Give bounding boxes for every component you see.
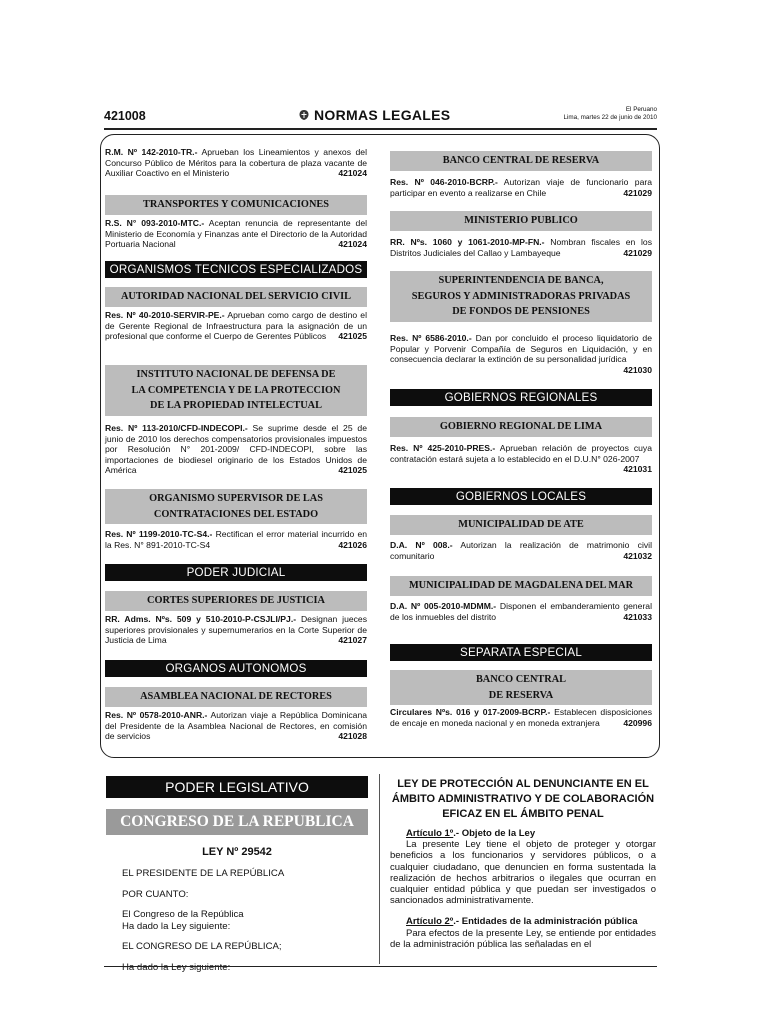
summary-entry: Res. Nº 40-2010-SERVIR-PE.- Aprueban como cargo de destino el de Gerente Regional de Infraestructura para la asignación de un profesional que conforme el Cuerpo de Gerentes Públicos 421025 [105,310,367,342]
section-header: BANCO CENTRAL DE RESERVA [390,151,652,171]
summary-entry: Res. Nº 1199-2010-TC-S4.- Rectifican el error material incurrido en la Res. N° 891-2010-TC-S4 421026 [105,529,368,550]
article-2-heading: Artículo 2º.- Entidades de la administración pública [406,916,638,928]
coat-of-arms-icon [298,109,310,121]
page-ref: 421025 [338,331,367,342]
preamble-line: Ha dado la Ley siguiente: [122,920,231,932]
law-number-text: LEY Nº 29542 [202,846,272,858]
publication-date: Lima, martes 22 de junio de 2010 [563,114,657,121]
column-divider [379,774,380,964]
page-ref: 421027 [338,635,367,646]
category-banner: ORGANISMOS TECNICOS ESPECIALIZADOS [105,261,367,278]
law-number [106,846,368,858]
section-header: AUTORIDAD NACIONAL DEL SERVICIO CIVIL [105,287,367,307]
section-header: MINISTERIO PUBLICO [390,211,652,231]
summary-entry: Res. Nº 6586-2010.- Dan por concluido el proceso liquidatorio de Popular y Porvenir Compañía de Seguros en Liquidación, y en consecuencia declarar la extinción de su personalidad jurídica 421030 [390,333,652,375]
summary-entry: RR. Nºs. 1060 y 1061-2010-MP-FN.- Nombran fiscales en los Distritos Judiciales del Callao y Lambayeque 421029 [390,237,652,258]
section-header: MUNICIPALIDAD DE MAGDALENA DEL MAR [390,576,652,596]
summary-entry: Res. Nº 0578-2010-ANR.- Autorizan viaje a República Dominicana del Presidente de la Asamblea Nacional de Rectores, en comisión de servicios 421028 [105,710,367,742]
page-ref: 421024 [338,168,367,179]
summary-entry: RR. Adms. Nºs. 509 y 510-2010-P-CSJLI/PJ.- Designan jueces superiores provisionales y supernumerarios en la Corte Superior de Justicia de Lima 421027 [105,614,368,646]
section-header: BANCO CENTRAL DE RESERVA [390,670,652,705]
article-1-text: La presente Ley tiene el objeto de proteger y otorgar beneficios a los funcionarios y servidores públicos, o a cualquier ciudadano, que denuncien en forma sustentada la realización de hechos arbitrarios o ilegales que ocurran en cualquier entidad pública y que puedan ser investigados o sancionados administrativamente. [390,839,656,907]
summary-entry: Res. Nº 425-2010-PRES.- Aprueban relación de proyectos cuya contratación estará sujeta a lo establecido en el D.U.N° 026-2007 421031 [390,443,652,475]
category-banner: ORGANOS AUTONOMOS [105,660,367,677]
page-header [104,106,657,130]
preamble-line: EL CONGRESO DE LA REPÚBLICA; [122,941,282,952]
header-meta [564,106,657,122]
page-ref: 421028 [338,731,367,742]
summary-entry: D.A. Nº 005-2010-MDMM.- Disponen el embanderamiento general de los inmuebles del distrito 421033 [390,601,652,622]
section-header: MUNICIPALIDAD DE ATE [390,515,652,535]
section-header: CORTES SUPERIORES DE JUSTICIA [105,591,367,611]
article-1-heading: Artículo 1º.- Objeto de la Ley [406,828,536,839]
page-number: 421008 [104,109,146,123]
section-header: ORGANISMO SUPERVISOR DE LAS CONTRATACIONES DEL ESTADO [105,489,367,524]
legislative-banner [106,776,368,798]
law-body [390,777,656,950]
summary-box [100,134,660,758]
page-ref: 421032 [623,550,652,561]
page-ref: 421025 [338,465,367,476]
page-ref: 421024 [338,239,367,250]
category-banner: GOBIERNOS LOCALES [390,488,652,505]
page-ref: 421030 [623,364,652,375]
header-title-text: NORMAS LEGALES [314,107,451,123]
footer-rule [104,966,657,967]
page-ref: 421029 [623,247,652,258]
category-banner: GOBIERNOS REGIONALES [390,389,652,406]
summary-entry: D.A. Nº 008.- Autorizan la realización de matrimonio civil comunitario 421032 [390,540,652,561]
page-ref: 421031 [623,464,652,475]
preamble-line: EL PRESIDENTE DE LA REPÚBLICA [122,868,285,879]
summary-entry: Circulares Nºs. 016 y 017-2009-BCRP.- Establecen disposiciones de encaje en moneda nacional y en moneda extranjera 420996 [390,707,653,728]
summary-entry: R.M. Nº 142-2010-TR.- Aprueban los Lineamientos y anexos del Concurso Público de Méritos para la cobertura de plaza vacante de Auxiliar Coactivo en el Ministerio 421024 [105,147,367,179]
congreso-banner: CONGRESO DE LA REPUBLICA [106,809,368,835]
page-ref: 421026 [338,539,367,550]
publisher-name: El Peruano [625,106,657,113]
section-header: TRANSPORTES Y COMUNICACIONES [105,195,367,215]
summary-entry: Res. Nº 046-2010-BCRP.- Autorizan viaje de funcionario para participar en evento a realizarse en Chile 421029 [390,177,652,198]
section-header: INSTITUTO NACIONAL DE DEFENSA DE LA COMPETENCIA Y DE LA PROTECCION DE LA PROPIEDAD INTELECTUAL [105,365,367,416]
poder-legislativo-banner: PODER LEGISLATIVO [106,776,368,798]
summary-entry: Res. Nº 113-2010/CFD-INDECOPI.- Se suprime desde el 25 de junio de 2010 los derechos compensatorios provisionales impuestos por Resolución N° 201-2009/ CFD-INDECOPI, sobre las importaciones de biodiesel originario de los Estados Unidos de América 421025 [105,423,367,476]
category-banner: PODER JUDICIAL [105,564,367,581]
congress-banner [106,809,368,835]
article-2-text: Para efectos de la presente Ley, se entiende por entidades de la administración pública las señaladas en el [390,927,656,950]
preamble-line: El Congreso de la República [122,909,244,920]
preamble-line: Ha dado la Ley siguiente: [122,961,231,973]
law-title: LEY DE PROTECCIÓN AL DENUNCIANTE EN EL ÁMBITO ADMINISTRATIVO Y DE COLABORACIÓN EFICAZ EN EL ÁMBITO PENAL [391,778,655,820]
page-ref: 421029 [623,187,652,198]
section-header: GOBIERNO REGIONAL DE LIMA [390,417,652,437]
category-banner: SEPARATA ESPECIAL [390,644,652,661]
page-ref: 420996 [623,717,652,728]
section-header: SUPERINTENDENCIA DE BANCA, SEGUROS Y ADMINISTRADORAS PRIVADAS DE FONDOS DE PENSIONES [390,271,652,322]
page-ref: 421033 [623,611,652,622]
preamble-line: POR CUANTO: [122,888,189,900]
law-preamble [122,868,362,973]
section-header: ASAMBLEA NACIONAL DE RECTORES [105,687,367,707]
summary-entry: R.S. N° 093-2010-MTC.- Aceptan renuncia de representante del Ministerio de Economía y Finanzas ante el Directorio de la Autoridad Portuaria Nacional 421024 [105,218,368,250]
header-title [298,107,450,123]
